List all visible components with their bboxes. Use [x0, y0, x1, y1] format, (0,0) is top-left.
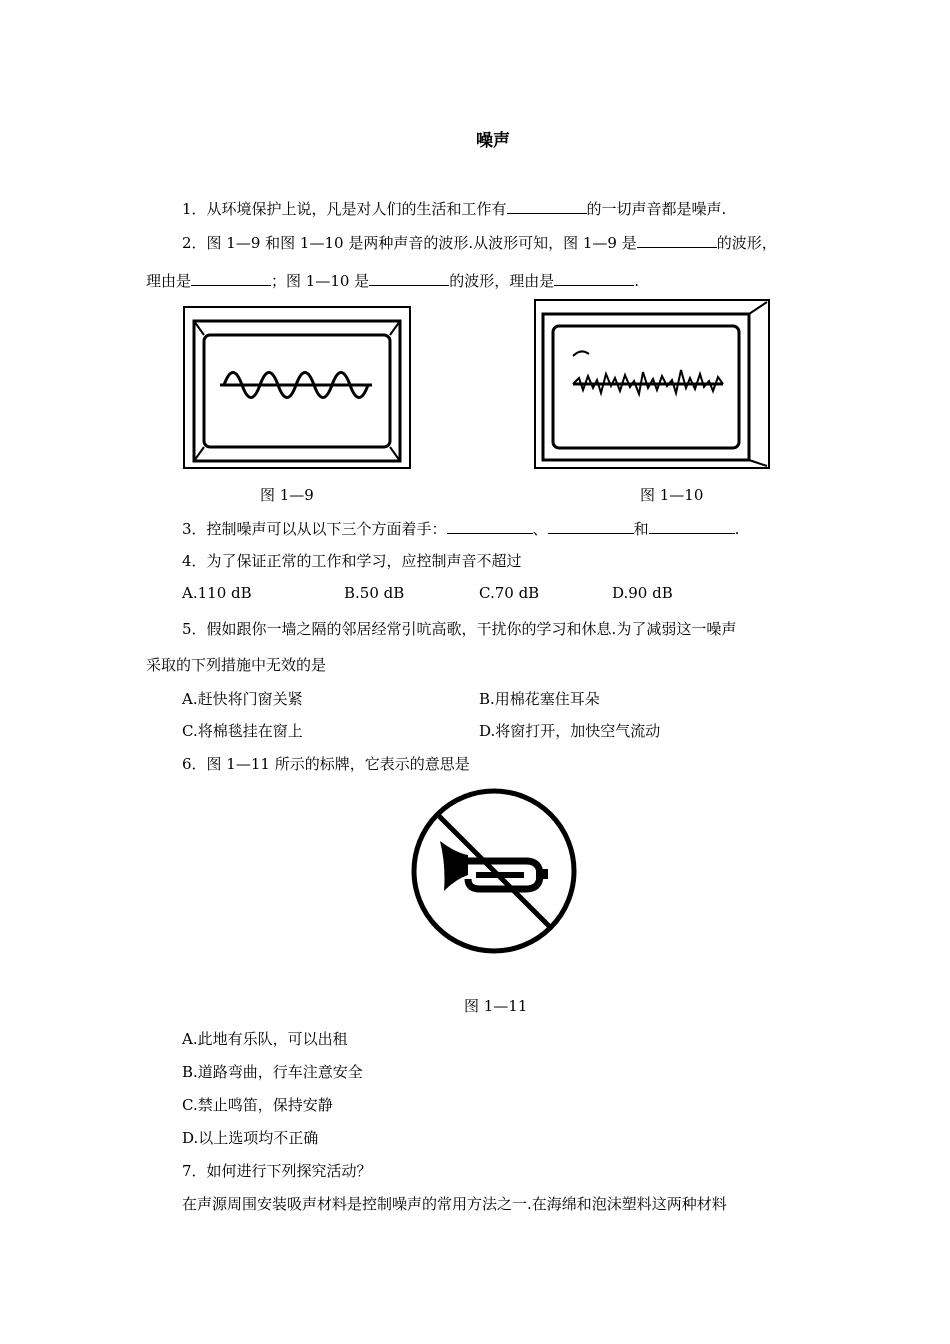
- q6-option-c[interactable]: C.禁止鸣笛，保持安静: [182, 1096, 333, 1114]
- q3-blank-2[interactable]: [548, 518, 634, 534]
- no-horn-sign-icon: [406, 783, 584, 961]
- q6-option-b[interactable]: B.道路弯曲，行车注意安全: [182, 1063, 363, 1081]
- question-6-stem: 6．图 1—11 所示的标牌，它表示的意思是: [182, 755, 470, 773]
- q5-option-b[interactable]: B.用棉花塞住耳朵: [479, 690, 600, 708]
- q2-text-d: ；图 1—10 是: [271, 272, 370, 290]
- question-4-stem: 4．为了保证正常的工作和学习，应控制声音不超过: [182, 552, 522, 570]
- question-5-line-2: 采取的下列措施中无效的是: [146, 656, 327, 674]
- question-2-line-2: [146, 270, 639, 291]
- q1-text-post: 的一切声音都是噪声.: [586, 200, 727, 218]
- q2-text-c: 理由是: [146, 272, 192, 290]
- q3-sep-2: 和: [633, 520, 649, 538]
- q4-option-c[interactable]: C.70 dB: [479, 584, 540, 602]
- q3-text: 3．控制噪声可以从以下三个方面着手：: [182, 520, 447, 538]
- q5-option-a[interactable]: A.赶快将门窗关紧: [182, 690, 303, 708]
- question-1: [182, 198, 726, 219]
- q5-option-c[interactable]: C.将棉毯挂在窗上: [182, 722, 303, 740]
- q2-blank-4[interactable]: [554, 270, 634, 286]
- q2-text-f: .: [634, 272, 639, 290]
- oscilloscope-sine-figure: [182, 305, 412, 470]
- page-title: 噪声: [476, 131, 510, 151]
- q2-text-e: 的波形，理由是: [449, 272, 555, 290]
- q5-option-d[interactable]: D.将窗打开，加快空气流动: [479, 722, 661, 740]
- q2-blank-1[interactable]: [637, 232, 717, 248]
- q3-blank-3[interactable]: [649, 518, 735, 534]
- q2-text-a: 2．图 1—9 和图 1—10 是两种声音的波形.从波形可知，图 1—9 是: [182, 234, 637, 252]
- question-5-line-1: 5．假如跟你一墙之隔的邻居经常引吭高歌，干扰你的学习和休息.为了减弱这一噪声: [182, 620, 737, 638]
- q3-blank-1[interactable]: [447, 518, 533, 534]
- question-7-body: 在声源周围安装吸声材料是控制噪声的常用方法之一.在海绵和泡沫塑料这两种材料: [182, 1195, 727, 1213]
- q6-option-a[interactable]: A.此地有乐队，可以出租: [182, 1030, 348, 1048]
- q2-blank-2[interactable]: [191, 270, 271, 286]
- figure-caption-1-9: 图 1—9: [260, 486, 314, 504]
- q1-text-pre: 1．从环境保护上说，凡是对人们的生活和工作有: [182, 200, 507, 218]
- q1-answer-blank[interactable]: [507, 198, 587, 214]
- q2-blank-3[interactable]: [369, 270, 449, 286]
- question-7-stem: 7．如何进行下列探究活动？: [182, 1162, 372, 1180]
- q3-sep-1: 、: [532, 520, 548, 538]
- q2-text-b: 的波形，: [716, 234, 777, 252]
- oscilloscope-noise-figure: [533, 298, 771, 470]
- q4-option-d[interactable]: D.90 dB: [612, 584, 673, 602]
- figure-caption-1-10: 图 1—10: [640, 486, 704, 504]
- question-3: [182, 518, 739, 539]
- q4-option-a[interactable]: A.110 dB: [182, 584, 252, 602]
- question-2-line-1: [182, 232, 777, 253]
- q3-end: .: [734, 520, 740, 538]
- figure-caption-1-11: 图 1—11: [464, 997, 528, 1015]
- q4-option-b[interactable]: B.50 dB: [344, 584, 405, 602]
- q6-option-d[interactable]: D.以上选项均不正确: [182, 1129, 319, 1147]
